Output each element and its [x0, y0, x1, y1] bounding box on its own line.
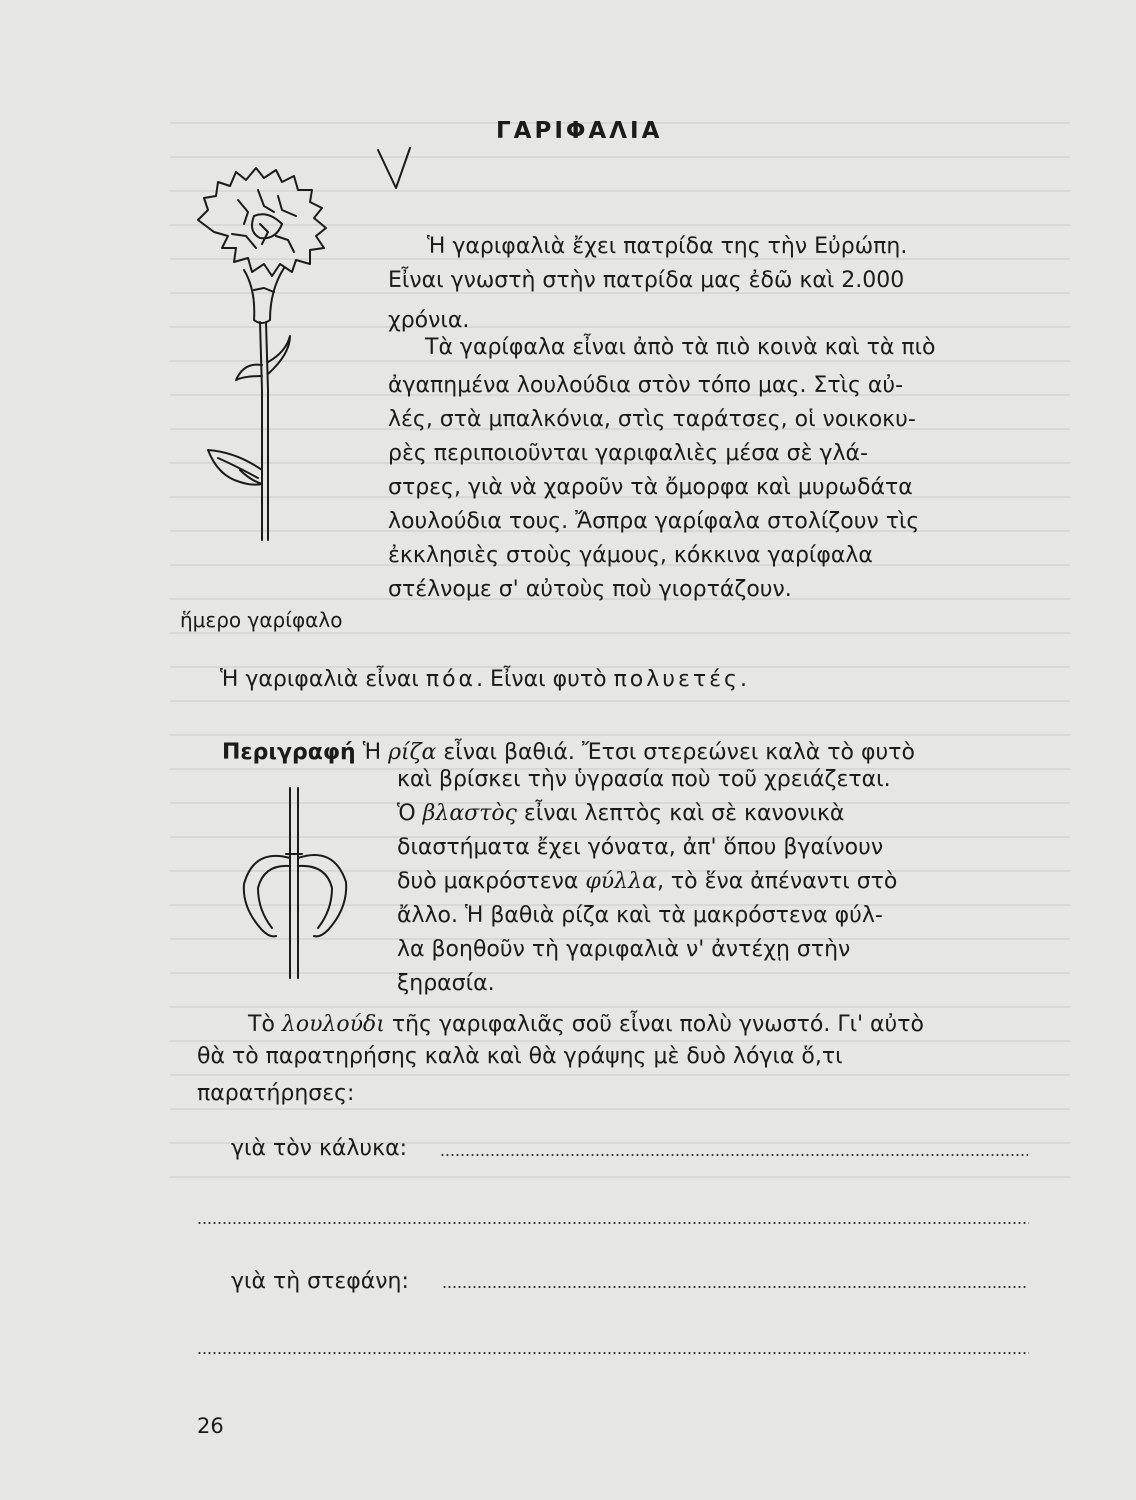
term-fylla: φύλλα: [585, 869, 657, 894]
description-line-4: διαστήματα ἔχει γόνατα, ἀπ' ὅπου βγαίνουν: [397, 835, 884, 860]
description-label: Περιγραφή: [222, 740, 356, 765]
para2-line-1: Τὰ γαρίφαλα εἶναι ἀπὸ τὰ πιὸ κοινὰ καὶ τὰ πιὸ: [425, 335, 936, 360]
para2-line-3: λές, στὰ μπαλκόνια, στὶς ταράτσες, οἱ νοικοκυ-: [388, 407, 916, 432]
term-vlastos: βλαστὸς: [422, 801, 517, 826]
description-line-3: [397, 797, 844, 830]
desc-text: , τὸ ἕνα ἀπέναντι στὸ: [656, 869, 898, 894]
flower-para-line-1: [248, 1008, 924, 1041]
para2-line-4: ρὲς περιποιοῦνται γαριφαλιὲς μέσα σὲ γλά-: [388, 441, 868, 466]
flower-para-line-2: θὰ τὸ παρατηρήσης καλὰ καὶ θὰ γράψης μὲ δυὸ λόγια ὅ,τι: [197, 1044, 843, 1069]
description-line-5: [397, 865, 897, 898]
corolla-answer-line-2[interactable]: [197, 1352, 1029, 1354]
description-line-6: ἄλλο. Ἡ βαθιὰ ρίζα καὶ τὰ μακρόστενα φύλ-: [397, 903, 883, 928]
flower-text: Τὸ: [248, 1012, 282, 1037]
node-leaves-illustration: [230, 788, 370, 988]
description-line-7: λα βοηθοῦν τὴ γαριφαλιὰ ν' ἀντέχῃ στὴν: [397, 937, 851, 962]
corolla-answer-line-1[interactable]: [442, 1286, 1028, 1288]
intro-line-2: Εἶναι γνωστὴ στὴν πατρίδα μας ἐδῶ καὶ 2.000: [388, 268, 905, 293]
poa-end: .: [739, 667, 747, 692]
carnation-illustration: [178, 140, 378, 560]
description-line-2: καὶ βρίσκει τὴν ὑγρασία ποὺ τοῦ χρειάζεται.: [397, 767, 891, 792]
desc-text: Ὁ: [397, 801, 423, 826]
para2-line-2: ἀγαπημένα λουλούδια στὸν τόπο μας. Στὶς αὐ-: [388, 373, 904, 398]
poa-sentence: [220, 663, 747, 696]
para2-line-8: στέλνομε σ' αὐτοὺς ποὺ γιορτάζουν.: [388, 577, 792, 602]
poa-middle: . Εἶναι φυτὸ: [476, 667, 614, 692]
page-number: 26: [197, 1414, 224, 1438]
intro-line-1: Ἡ γαριφαλιὰ ἔχει πατρίδα της τὴν Εὐρώπη.: [427, 234, 908, 259]
calyx-label: γιὰ τὸν κάλυκα:: [231, 1136, 408, 1161]
term-louloudi: λουλούδι: [281, 1012, 385, 1037]
term-riza: ρίζα: [388, 740, 437, 765]
calyx-answer-line-1[interactable]: [440, 1154, 1028, 1156]
poa-start: Ἡ γαριφαλιὰ εἶναι: [220, 667, 426, 692]
desc-text: δυὸ μακρόστενα: [397, 869, 586, 894]
flower-para-line-3: παρατήρησες:: [197, 1081, 355, 1106]
para2-line-6: λουλούδια τους. Ἄσπρα γαρίφαλα στολίζουν τὶς: [388, 509, 920, 534]
intro-line-3: χρόνια.: [388, 308, 470, 333]
illustration-caption: ἥμερο γαρίφαλο: [180, 608, 343, 632]
para2-line-7: ἐκκλησιὲς στοὺς γάμους, κόκκινα γαρίφαλα: [388, 543, 873, 568]
corolla-label: γιὰ τὴ στεφάνη:: [231, 1269, 409, 1294]
description-line-8: ξηρασία.: [397, 971, 495, 996]
desc-text: εἶναι λεπτὸς καὶ σὲ κανονικὰ: [516, 801, 845, 826]
para2-line-5: στρες, γιὰ νὰ χαροῦν τὰ ὄμορφα καὶ μυρωδάτα: [388, 475, 913, 500]
desc-text: εἶναι βαθιά. Ἔτσι στερεώνει καλὰ τὸ φυτὸ: [436, 740, 915, 765]
poa-term: πόα: [425, 667, 477, 692]
page-title: ΓΑΡΙΦΑΛΙΑ: [496, 118, 663, 144]
flower-text: τῆς γαριφαλιᾶς σοῦ εἶναι πολὺ γνωστό. Γι' αὐτὸ: [384, 1012, 924, 1037]
calyx-answer-line-2[interactable]: [197, 1222, 1029, 1224]
desc-text: Ἡ: [355, 740, 389, 765]
polyetes-term: πολυετές: [613, 667, 740, 692]
